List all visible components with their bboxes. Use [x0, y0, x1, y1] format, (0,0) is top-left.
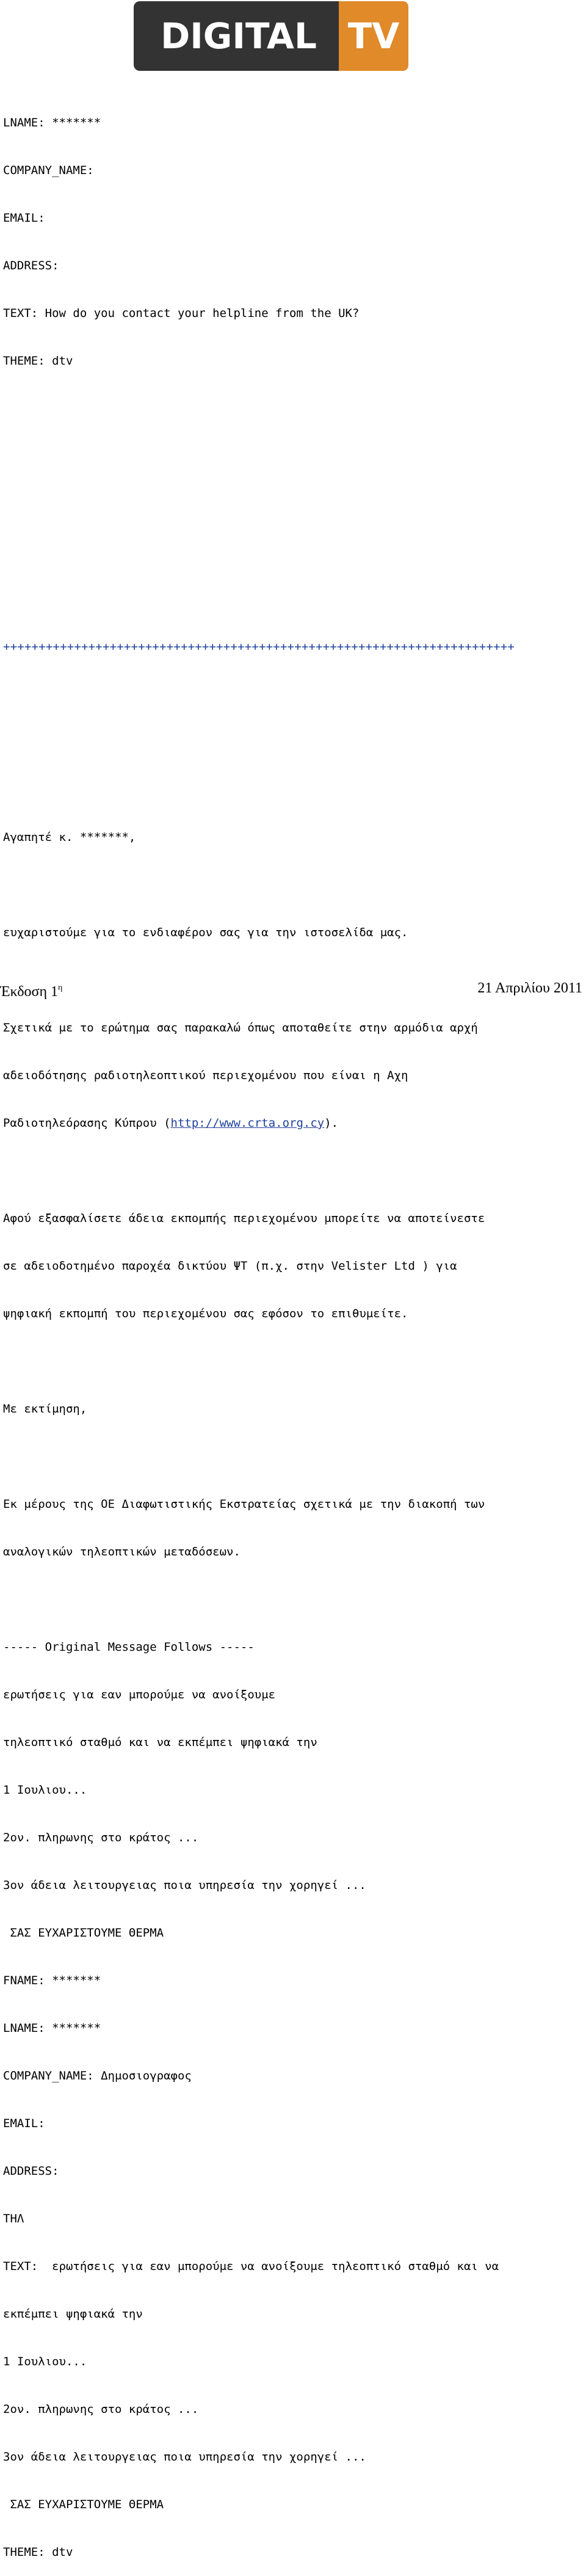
crta-link[interactable]: http://www.crta.org.cy	[170, 1116, 325, 1130]
original-line-3: 1 Ιουλιου...	[3, 1783, 87, 1797]
page-footer	[0, 979, 586, 1000]
original-line-1: ερωτήσεις για εαν μπορούμε να ανοίξουμε	[3, 1688, 276, 1701]
footer-date: 21 Απριλίου 2011	[477, 980, 582, 996]
reply-thanks: ευχαριστούμε για το ενδιαφέρον σας για την ιστοσελίδα μας.	[3, 926, 408, 939]
original-text-line-5: 3ον άδεια λειτουργειας ποια υπηρεσία την χορηγεί ...	[3, 2450, 366, 2464]
original-fname: FNAME: *******	[3, 1974, 101, 1987]
original-line-4: 2ον. πληρωνης στο κράτος ...	[3, 1831, 199, 1844]
reply-closing: Με εκτίμηση,	[3, 1402, 87, 1416]
reply-p2-line3: ψηφιακή εκπομπή του περιεχομένου σας εφόσον το επιθυμείτε.	[3, 1307, 408, 1320]
header-theme: THEME: dtv	[3, 354, 73, 368]
logo-text-tv: TV	[347, 15, 400, 57]
original-address: ADDRESS:	[3, 2164, 59, 2178]
original-message-header: ----- Original Message Follows -----	[3, 1640, 255, 1654]
digital-tv-logo	[134, 1, 408, 71]
original-text-line-4: 2ον. πληρωνης στο κράτος ...	[3, 2403, 199, 2416]
footer-edition-sup: η	[58, 983, 63, 992]
header-company: COMPANY_NAME:	[3, 164, 94, 177]
reply-p1-suffix: ).	[324, 1116, 339, 1130]
email-document	[3, 83, 583, 2576]
original-text-line-2: εκπέμπει ψηφιακά την	[3, 2307, 143, 2321]
original-text-line-3: 1 Ιουλιου...	[3, 2355, 87, 2368]
reply-signature-line1: Εκ μέρους της ΟΕ Διαφωτιστικής Εκστρατείας σχετικά με την διακοπή των	[3, 1497, 485, 1511]
original-theme: THEME: dtv	[3, 2545, 73, 2559]
reply-p1-prefix: Ραδιοτηλεόρασης Κύπρου (	[3, 1116, 171, 1130]
reply-p1-line3	[3, 1115, 583, 1131]
original-text-line-6: ΣΑΣ ΕΥΧΑΡΙΣΤΟΥΜΕ ΘΕΡΜΑ	[3, 2498, 164, 2511]
reply-p2-line1: Αφού εξασφαλίσετε άδεια εκπομπής περιεχομένου μπορείτε να αποτείνεστε	[3, 1212, 485, 1225]
original-email: EMAIL:	[3, 2117, 45, 2130]
header-address: ADDRESS:	[3, 259, 59, 272]
header-email: EMAIL:	[3, 211, 45, 225]
reply-p1-line2: αδειοδότησης ραδιοτηλεοπτικού περιεχομένου που είναι η Αχη	[3, 1069, 408, 1082]
header-text: TEXT: How do you contact your helpline from the UK?	[3, 307, 360, 320]
original-line-5: 3ον άδεια λειτουργειας ποια υπηρεσία την χορηγεί ...	[3, 1879, 366, 1892]
footer-edition	[0, 979, 62, 1001]
reply-signature-line2: αναλογικών τηλεοπτικών μεταδόσεων.	[3, 1545, 241, 1559]
original-line-2: τηλεοπτικό σταθμό και να εκπέμπει ψηφιακά την	[3, 1736, 317, 1749]
original-address-value: ΤΗΛ	[3, 2212, 24, 2225]
original-company: COMPANY_NAME: Δημοσιογραφος	[3, 2069, 192, 2083]
header-lname: LNAME: *******	[3, 116, 101, 129]
footer-edition-text: Έκδοση 1	[0, 984, 59, 1000]
original-lname: LNAME: *******	[3, 2021, 101, 2035]
logo-text-digital: DIGITAL	[161, 15, 317, 57]
reply-p1-line1: Σχετικά με το ερώτημα σας παρακαλώ όπως αποταθείτε στην αρμόδια αρχή	[3, 1021, 478, 1035]
plus-separator: ++++++++++++++++++++++++++++++++++++++++++++++++++++++++++++++++++++++++	[3, 640, 515, 653]
original-line-6: ΣΑΣ ΕΥΧΑΡΙΣΤΟΥΜΕ ΘΕΡΜΑ	[3, 1926, 164, 1940]
reply-greeting: Αγαπητέ κ. *******,	[3, 831, 136, 844]
reply-p2-line2: σε αδειοδοτημένο παροχέα δικτύου ΨΤ (π.χ. στην Velister Ltd ) για	[3, 1259, 457, 1273]
original-text-line-1: TEXT: ερωτήσεις για εαν μπορούμε να ανοίξουμε τηλεοπτικό σταθμό και να	[3, 2260, 499, 2273]
